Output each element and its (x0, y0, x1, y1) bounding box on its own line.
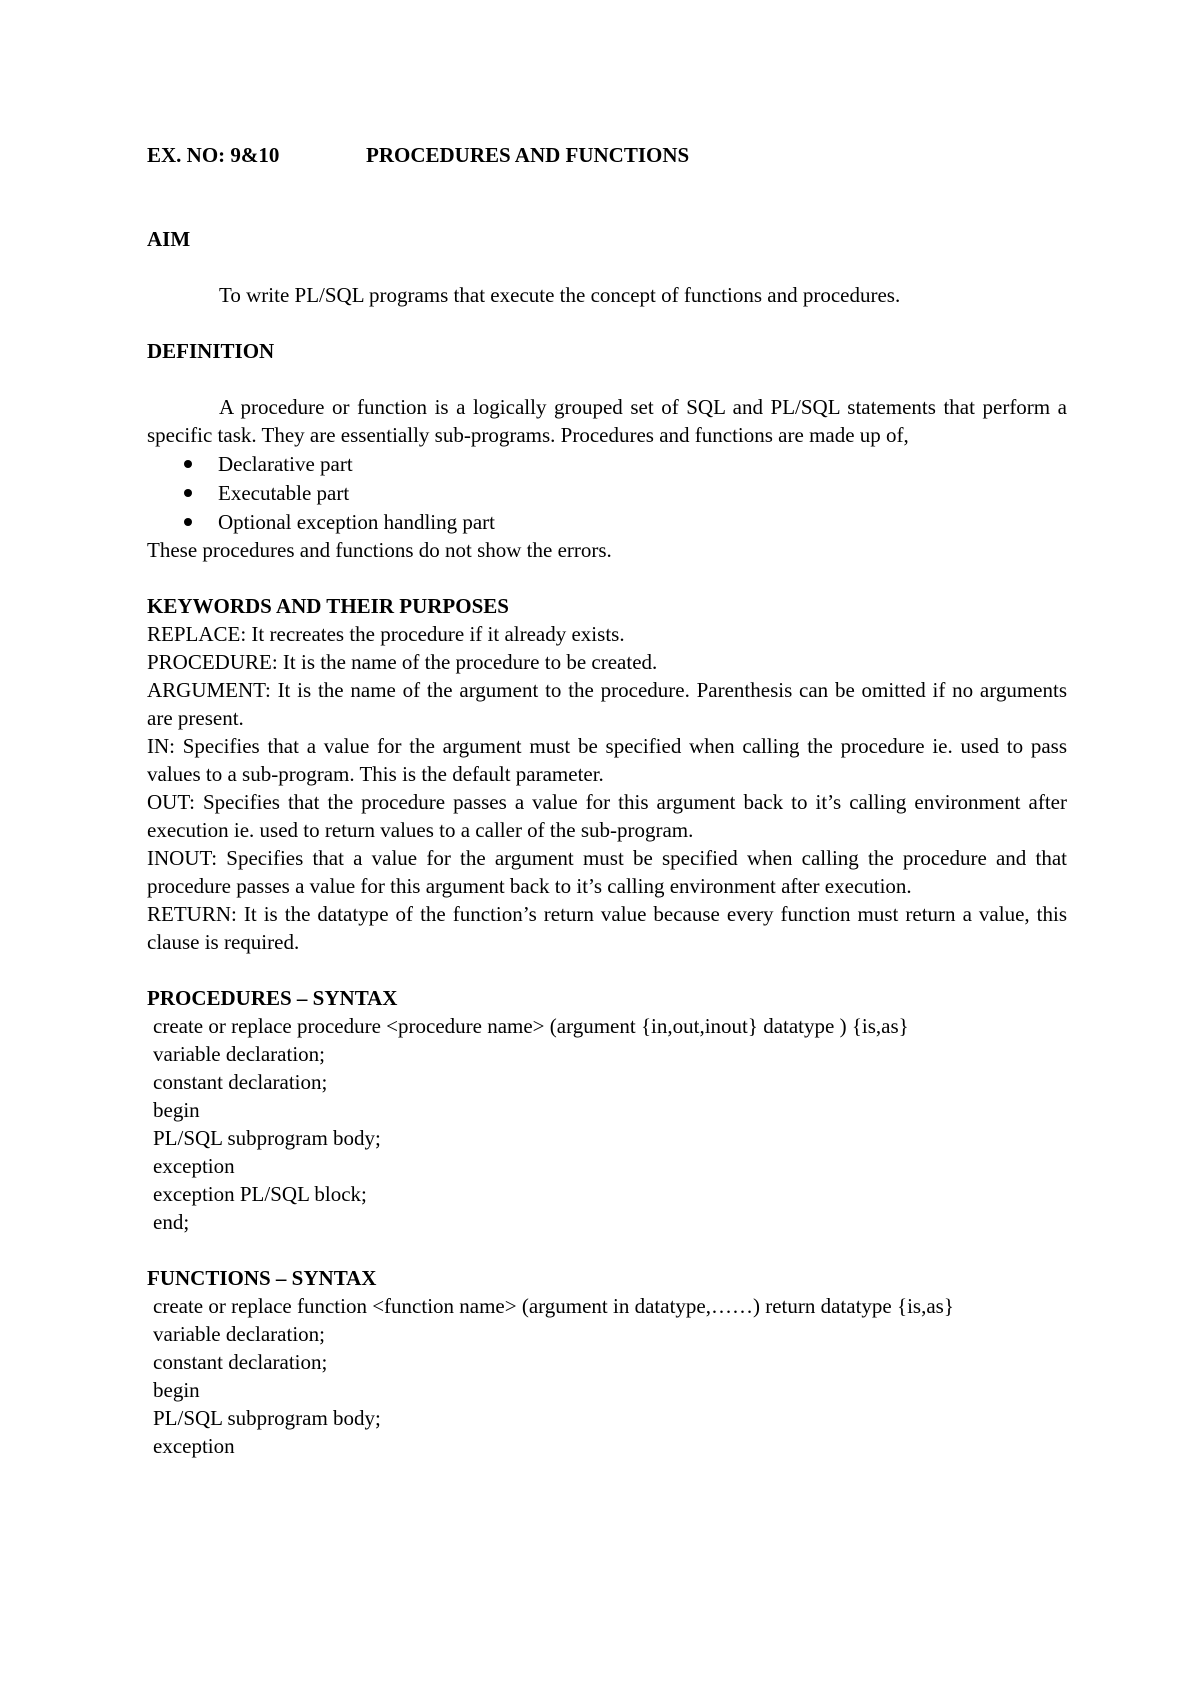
definition-bullet-list (147, 449, 1067, 536)
syntax-line: constant declaration; (153, 1350, 328, 1374)
functions-syntax-heading: FUNCTIONS – SYNTAX (147, 1266, 377, 1290)
syntax-line: PL/SQL subprogram body; (153, 1126, 381, 1150)
keyword-procedure: PROCEDURE: It is the name of the procedure to be created. (147, 650, 658, 674)
procedures-syntax-heading: PROCEDURES – SYNTAX (147, 986, 398, 1010)
bullet-dot-icon (184, 460, 192, 468)
syntax-line: exception (153, 1154, 235, 1178)
keyword-return: RETURN: It is the datatype of the function’s return value because every function must return a value, this clause is required. (147, 902, 1067, 954)
syntax-line: end; (153, 1210, 190, 1234)
bullet-dot-icon (184, 489, 192, 497)
exercise-title: PROCEDURES AND FUNCTIONS (366, 143, 690, 167)
exercise-number: EX. NO: 9&10 (147, 143, 280, 167)
bullet-item: Declarative part (147, 449, 1067, 478)
keyword-out: OUT: Specifies that the procedure passes a value for this argument back to it’s calling environment after execution ie. used to return values to a caller of the sub-program. (147, 790, 1067, 842)
definition-heading: DEFINITION (147, 339, 275, 363)
syntax-line: create or replace procedure <procedure name> (argument {in,out,inout} datatype ) {is,as} (153, 1014, 909, 1038)
syntax-line: create or replace function <function name> (argument in datatype,……) return datatype {is,as} (153, 1294, 954, 1318)
keyword-in: IN: Specifies that a value for the argument must be specified when calling the procedure ie. used to pass values to a sub-program. This is the default parameter. (147, 734, 1067, 786)
syntax-line: exception (153, 1434, 235, 1458)
syntax-line: constant declaration; (153, 1070, 328, 1094)
aim-text: To write PL/SQL programs that execute the concept of functions and procedures. (219, 283, 901, 307)
keyword-argument: ARGUMENT: It is the name of the argument to the procedure. Parenthesis can be omitted if no arguments are present. (147, 678, 1067, 730)
syntax-line: begin (153, 1378, 200, 1402)
definition-note: These procedures and functions do not show the errors. (147, 538, 612, 562)
bullet-item: Executable part (147, 478, 1067, 507)
bullet-item: Optional exception handling part (147, 507, 1067, 536)
keywords-heading: KEYWORDS AND THEIR PURPOSES (147, 594, 509, 618)
syntax-line: exception PL/SQL block; (153, 1182, 367, 1206)
syntax-line: variable declaration; (153, 1322, 325, 1346)
syntax-line: variable declaration; (153, 1042, 325, 1066)
syntax-line: PL/SQL subprogram body; (153, 1406, 381, 1430)
page-content (147, 141, 1067, 1460)
bullet-dot-icon (184, 518, 192, 526)
syntax-line: begin (153, 1098, 200, 1122)
procedures-syntax-block (147, 1012, 1067, 1236)
exercise-header (147, 141, 1067, 169)
aim-heading: AIM (147, 227, 191, 251)
keyword-inout: INOUT: Specifies that a value for the argument must be specified when calling the procedure and that procedure passes a value for this argument back to it’s calling environment after execution. (147, 846, 1067, 898)
definition-paragraph: A procedure or function is a logically grouped set of SQL and PL/SQL statements that perform a specific task. They are essentially sub-programs. Procedures and functions are made up of, (147, 395, 1067, 447)
functions-syntax-block (147, 1292, 1067, 1460)
keyword-replace: REPLACE: It recreates the procedure if it already exists. (147, 622, 625, 646)
